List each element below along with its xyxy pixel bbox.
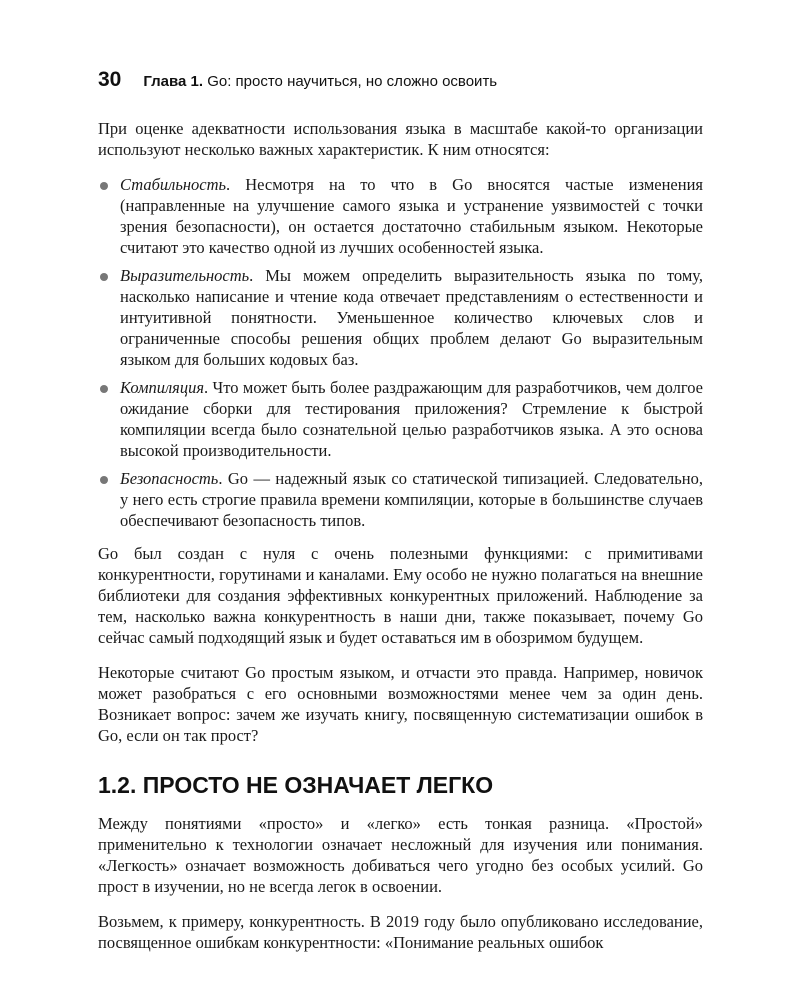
list-item-text: . Мы можем определить выразительность языка по тому, насколько написание и чтение кода отвечает представлениям о естественности и интуитивной понятности. Уменьшенное количество ключевых слов и ограниченные способы решения общих проблем делают Go выразительным языком для больших кодовых баз. [120, 266, 703, 369]
list-item-term: Выразительность [120, 266, 250, 285]
list-item [98, 265, 703, 370]
bullet-icon [100, 476, 108, 484]
body-paragraph: Go был создан с нуля с очень полезными функциями: с примитивами конкурентности, горутинами и каналами. Ему особо не нужно полагаться на внешние библиотеки для создания эффективных конкурентных приложений. Наблюдение за тем, насколько важна конкурентность в наши дни, также показывает, почему Go сейчас самый подходящий язык и будет оставаться им в обозримом будущем. [98, 544, 703, 647]
list-item-term: Стабильность [120, 175, 227, 194]
section-paragraph: Возьмем, к примеру, конкурентность. В 2019 году было опубликовано исследование, посвященное ошибкам конкурентности: «Понимание реальных ошибок [98, 912, 703, 952]
running-header [98, 68, 497, 92]
section-heading: 1.2. ПРОСТО НЕ ОЗНАЧАЕТ ЛЕГКО [98, 772, 494, 798]
body-paragraph: Некоторые считают Go простым языком, и отчасти это правда. Например, новичок может разобраться с его основными возможностями менее чем за один день. Возникает вопрос: зачем же изучать книгу, посвященную систематизации ошибок в Go, если он так прост? [98, 663, 703, 745]
page-body [98, 118, 703, 967]
list-item-term: Компиляция [120, 378, 205, 397]
list-item [98, 377, 703, 461]
bullet-icon [100, 273, 108, 281]
list-item [98, 468, 703, 531]
list-item-text: . Что может быть более раздражающим для разработчиков, чем долгое ожидание сборки для тестирования приложения? Стремление к быстрой компиляции всегда было сознательной целью разработчиков языка. А это основа высокой производительности. [120, 378, 703, 460]
characteristics-list [98, 174, 703, 531]
list-item [98, 174, 703, 258]
chapter-title-text: Go: просто научиться, но сложно освоить [207, 73, 498, 90]
intro-paragraph: При оценке адекватности использования языка в масштабе какой-то организации используют несколько важных характеристик. К ним относятся: [98, 119, 703, 159]
chapter-title [143, 73, 497, 90]
section-paragraph: Между понятиями «просто» и «легко» есть тонкая разница. «Простой» применительно к технологии означает несложный для изучения или понимания. «Легкость» означает возможность добиваться чего угодно без особых усилий. Go прост в изучении, но не всегда легок в освоении. [98, 814, 703, 896]
bullet-icon [100, 182, 108, 190]
list-item-text: . Go — надежный язык со статической типизацией. Следовательно, у него есть строгие правила времени компиляции, которые в большинстве случаев обеспечивают безопасность типов. [120, 469, 703, 530]
list-item-term: Безопасность [120, 469, 219, 488]
page-number: 30 [98, 68, 122, 91]
chapter-label: Глава 1. [143, 73, 204, 90]
bullet-icon [100, 385, 108, 393]
list-item-text: . Несмотря на то что в Go вносятся частые изменения (направленные на улучшение самого языка и устранение уязвимостей с точки зрения безопасности), он остается достаточно стабильным языком. Некоторые считают это качество одной из лучших особенностей языка. [120, 175, 703, 257]
